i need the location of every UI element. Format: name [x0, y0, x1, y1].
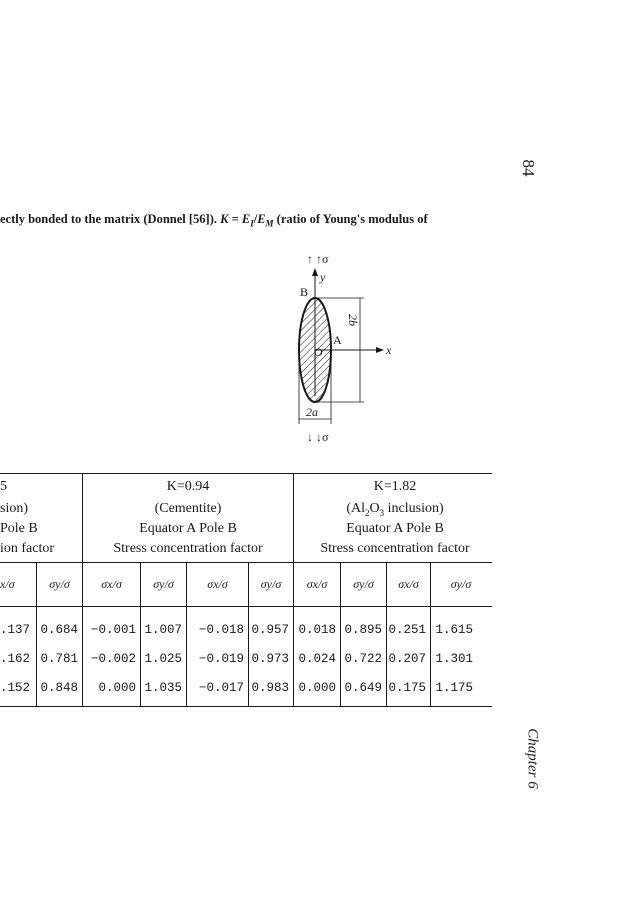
group2-k-value: K=0.94: [166, 479, 210, 494]
ellipse-diagram: [270, 248, 410, 446]
cell: −0.018: [198, 623, 244, 637]
group1-factor: ion factor: [0, 541, 55, 556]
caption-em: E: [257, 212, 266, 226]
cell: −0.019: [198, 652, 244, 666]
group3-k-value: K=1.82: [373, 479, 417, 494]
caption-slash: /: [253, 212, 258, 226]
cell: 0.251: [388, 623, 426, 637]
cell: 1.007: [144, 623, 182, 637]
cell: 1.025: [144, 652, 182, 666]
cell: 1.035: [144, 681, 182, 695]
x-axis-label: x: [386, 343, 392, 357]
dim-2a-label: 2a: [306, 405, 318, 419]
group3-material-sub2: 3: [379, 507, 385, 518]
cell: 0.722: [344, 652, 382, 666]
caption-ei: E: [241, 212, 251, 226]
group3-material-pre: (Al: [346, 501, 366, 516]
cell: 1.301: [435, 652, 473, 666]
cell: 0.973: [251, 652, 289, 666]
group3-material-post: inclusion): [384, 501, 444, 516]
figure-caption: [0, 212, 640, 229]
group3-positions: Equator A Pole B: [346, 521, 444, 536]
cell: 0.175: [388, 681, 426, 695]
pole-b-label: B: [300, 285, 309, 299]
dim-2b-label: 2b: [346, 314, 360, 326]
cell: 0.024: [298, 652, 336, 666]
cell: −0.017: [198, 681, 244, 695]
subheader-col-5: σy/σ: [260, 577, 282, 591]
group1-positions: Pole B: [0, 521, 38, 536]
group3-material-mid: O: [369, 501, 380, 516]
group1-k-value: 5: [0, 479, 7, 494]
caption-text-before: ectly bonded to the matrix (Donnel [56]).: [0, 212, 221, 226]
cell: 0.000: [298, 681, 336, 695]
cell: −0.001: [90, 623, 136, 637]
cell: .137: [0, 623, 31, 637]
cell: 0.649: [344, 681, 382, 695]
ellipse-diagram-svg: [270, 248, 410, 446]
cell: 0.848: [40, 681, 78, 695]
origin-label: O: [314, 345, 323, 359]
cell: 0.957: [251, 623, 289, 637]
cell: 1.175: [435, 681, 473, 695]
cell: 0.684: [40, 623, 78, 637]
subheader-col-3: σy/σ: [153, 577, 174, 591]
caption-equals: =: [228, 212, 242, 226]
y-axis-label: y: [320, 270, 326, 284]
sigma-bottom-label: ↓ ↓σ: [307, 430, 329, 444]
cell: .152: [0, 681, 31, 695]
y-axis-arrow: [312, 268, 318, 276]
cell: 0.018: [298, 623, 336, 637]
caption-em-sub: M: [265, 218, 274, 229]
sigma-top-label: ↑ ↑σ: [307, 252, 329, 266]
cell: −0.002: [90, 652, 136, 666]
table-bottom-rule: [0, 706, 492, 707]
page-number: 84: [519, 159, 538, 177]
group3-material: [295, 500, 495, 518]
caption-text-after: (ratio of Young's modulus of: [273, 212, 428, 226]
cell: 0.781: [40, 652, 78, 666]
chapter-label: Chapter 6: [524, 728, 541, 789]
subheader-col-0: x/σ: [0, 577, 15, 591]
group2-positions: Equator A Pole B: [139, 521, 237, 536]
group3-material-sub1: 2: [365, 507, 370, 518]
cell: 0.983: [251, 681, 289, 695]
subheader-col-8: σx/σ: [398, 577, 419, 591]
cell: .162: [0, 652, 31, 666]
equator-a-label: A: [333, 333, 342, 347]
table-subheader-rule: [0, 606, 492, 607]
group2-factor: Stress concentration factor: [113, 541, 263, 556]
group2-material: (Cementite): [154, 501, 222, 516]
subheader-col-1: σy/σ: [49, 577, 70, 591]
subheader-col-4: σx/σ: [207, 577, 228, 591]
subheader-col-9: σy/σ: [450, 577, 472, 591]
x-axis-arrow: [376, 347, 384, 353]
table-top-rule: [0, 473, 492, 474]
subheader-col-2: σx/σ: [101, 577, 122, 591]
caption-ei-sub: I: [250, 218, 254, 229]
cell: 0.207: [388, 652, 426, 666]
group1-material: sion): [0, 501, 28, 516]
subheader-col-6: σx/σ: [306, 577, 328, 591]
cell: 0.895: [344, 623, 382, 637]
cell: 0.000: [98, 681, 136, 695]
group3-factor: Stress concentration factor: [320, 541, 470, 556]
subheader-col-7: σy/σ: [353, 577, 374, 591]
table-header-rule: [0, 562, 492, 563]
caption-k-symbol: K: [220, 212, 229, 226]
cell: 1.615: [435, 623, 473, 637]
